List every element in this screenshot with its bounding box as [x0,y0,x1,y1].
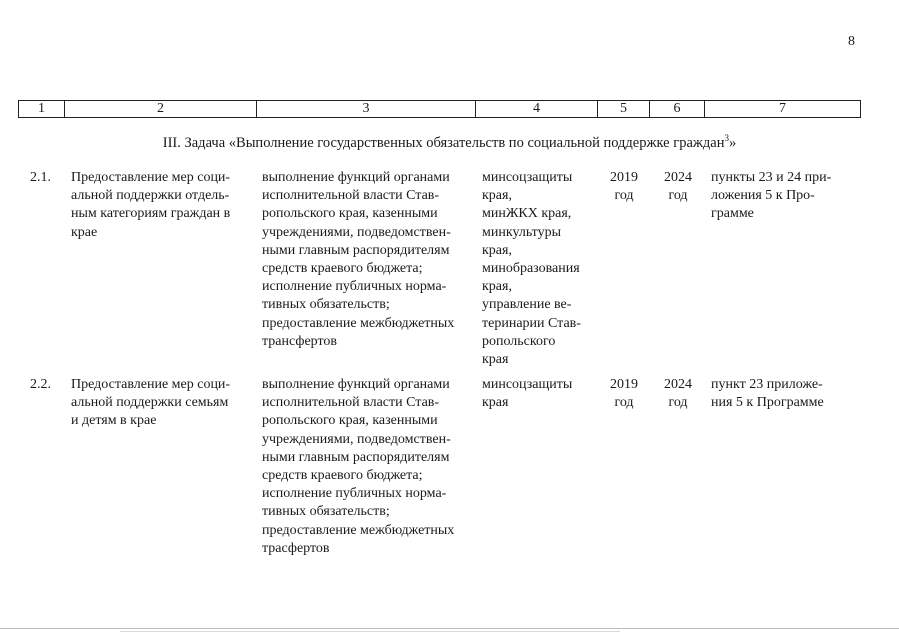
text-line: Предоставление мер соци- [71,377,231,392]
row-number: 2.2. [30,377,51,392]
page-number: 8 [848,34,855,49]
column-number-6: 6 [650,101,705,118]
text-line: трасфертов [262,540,330,556]
text-line: пункт 23 приложе- [711,377,823,392]
text-line: края, [482,279,512,295]
text-line: 2019 [610,170,638,185]
text-line: предоставление межбюджетных [262,315,455,331]
text-line: Предоставление мер соци- [71,170,231,185]
text-line: средств краевого бюджета; [262,468,423,484]
text-line: теринарии Став- [482,315,581,331]
text-line: ния 5 к Программе [711,395,824,411]
text-line: исполнительной власти Став- [262,395,440,411]
text-line: исполнение публичных норма- [262,279,447,295]
text-line: края, [482,188,512,204]
text-line: год [668,395,688,411]
link-cell [711,169,854,224]
text-line: минкультуры [482,224,562,240]
text-line: края [482,352,509,368]
end-year-cell [654,376,702,412]
text-line: пункты 23 и 24 при- [711,170,832,185]
section-title [0,133,899,152]
text-line: год [614,188,634,204]
column-number-7: 7 [705,101,861,118]
start-year-cell [600,169,648,205]
text-line: год [668,188,688,204]
section-title-footnote: 3 [724,133,729,143]
text-line: ропольского края, казенными [262,206,438,222]
column-number-header [18,100,861,118]
text-line: учреждениями, подведомствен- [262,224,451,240]
end-year-cell [654,169,702,205]
text-line: минЖКХ края, [482,206,572,222]
executor-cell [482,376,592,412]
column-number-2: 2 [65,101,257,118]
measure-cell [71,169,252,242]
text-line: ными главным распорядителям [262,449,450,465]
text-line: альной поддержки отдель- [71,188,230,204]
text-line: края, [482,242,512,258]
executor-cell [482,169,592,369]
text-line: ропольского [482,333,556,349]
text-line: выполнение функций органами [262,377,450,392]
section-title-text: III. Задача «Выполнение государственных обязательств по социальной поддержке граждан [162,134,725,151]
text-line: края [482,395,509,411]
scan-edge-line [120,631,620,632]
text-line: выполнение функций органами [262,170,450,185]
section-title-close-quote: » [728,134,737,151]
scan-edge-line [0,628,899,629]
text-line: 2024 [664,377,692,392]
text-line: тивных обязательств; [262,504,390,520]
text-line: ложения 5 к Про- [711,188,815,204]
text-line: минобразования [482,261,580,277]
text-line: учреждениями, подведомствен- [262,431,451,447]
text-line: трансфертов [262,333,338,349]
column-number-5: 5 [598,101,650,118]
text-line: год [614,395,634,411]
text-line: грамме [711,206,754,222]
text-line: ным категориям граждан в [71,206,231,222]
text-line: 2019 [610,377,638,392]
measure-cell [71,376,252,431]
text-line: 2024 [664,170,692,185]
text-line: предоставление межбюджетных [262,522,455,538]
start-year-cell [600,376,648,412]
text-line: исполнение публичных норма- [262,486,447,502]
content-cell [262,376,472,558]
text-line: минсоцзащиты [482,170,573,185]
text-line: ными главным распорядителям [262,242,450,258]
text-line: тивных обязательств; [262,297,390,313]
column-number-3: 3 [257,101,476,118]
text-line: исполнительной власти Став- [262,188,440,204]
text-line: и детям в крае [71,413,157,429]
text-line: управление ве- [482,297,572,313]
text-line: средств краевого бюджета; [262,261,423,277]
row-number: 2.1. [30,170,51,185]
link-cell [711,376,854,412]
text-line: ропольского края, казенными [262,413,438,429]
text-line: крае [71,224,98,240]
column-number-4: 4 [476,101,598,118]
text-line: альной поддержки семьям [71,395,229,411]
column-number-1: 1 [19,101,65,118]
content-cell [262,169,472,351]
text-line: минсоцзащиты [482,377,573,392]
